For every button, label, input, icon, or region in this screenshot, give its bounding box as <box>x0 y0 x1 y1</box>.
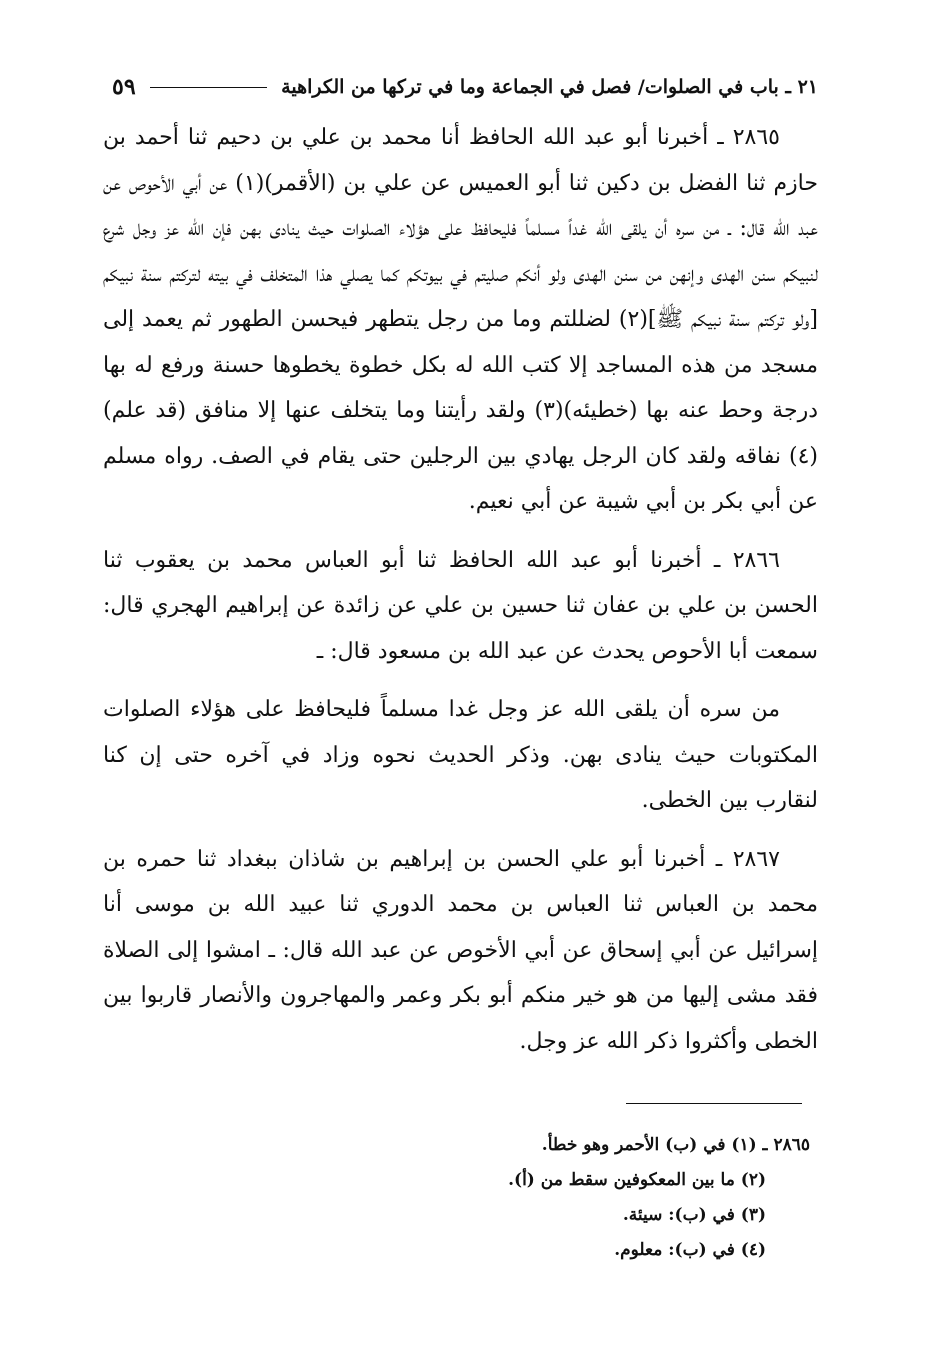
footnote-1: ٢٨٦٥ ـ (١) في (ب) الأحمر وهو خطأ. <box>541 1135 810 1155</box>
running-header <box>112 70 818 104</box>
hadith-2866-text: من سره أن يلقى الله عز وجل غدا مسلماً فليحافظ على هؤلاء الصلوات المكتوبات حيث ينادى بهن. وذكر الحديث نحوه وزاد في آخره حتى إن كنا لنقارب بين الخطى. <box>103 697 818 813</box>
main-text <box>103 115 818 1064</box>
chapter-title: ٢١ ـ باب في الصلوات/ فصل في الجماعة وما في تركها من الكراهية <box>281 76 818 98</box>
footnote-separator <box>626 1103 802 1104</box>
footnote-2: (٢) ما بين المعكوفين سقط من (أ). <box>508 1170 766 1190</box>
header-rule <box>150 87 268 88</box>
hadith-2867: ٢٨٦٧ ـ أخبرنا أبو علي الحسن بن إبراهيم بن شاذان ببغداد ثنا حمره بن محمد بن العباس ثنا العباس بن محمد الدوري ثنا عبيد الله بن موسى أنا إسرائيل عن أبي إسحاق عن أبي الأخوص عن عبد الله قال: ـ امشوا إلى الصلاة فقد مشى إليها من هو خير منكم أبو بكر وعمر والمهاجرون والأنصار قاربوا بين الخطى وأكثروا ذكر الله عز وجل. <box>103 846 818 1054</box>
page-number: ٥٩ <box>112 74 136 100</box>
footnote-3: (٣) في (ب): سيئة. <box>622 1205 766 1225</box>
footnote-4: (٤) في (ب): معلوم. <box>614 1240 766 1260</box>
hadith-2865: ٢٨٦٥ ـ أخبرنا أبو عبد الله الحافظ أنا محمد بن علي بن دحيم ثنا أحمد بن حازم ثنا الفضل بن دكين ثنا أبو العميس عن علي بن (الأقمر)(١) عن أبي الأحوص عن عبد الله قال: ـ من سره أن يلقى الله غداً مسلماً فليحافظ على هؤلاء الصلوات حيث ينادى بهن فإن الله عز وجل شرع لنبيكم سنن الهدى وإنهن من سنن الهدى ولو أنكم صليتم في بيوتكم كما يصلي هذا المتخلف في بيته لتركتم سنة نبيكم [ولو تركتم سنة نبيكم ﷺ](٢) لضللتم وما من رجل يتطهر فيحسن الطهور ثم يعمد إلى مسجد من هذه المساجد إلا كتب الله له بكل خطوة يخطوها حسنة ورفع له بها درجة وحط عنه بها (خطيئه)(٣) ولقد رأيتنا وما يتخلف عنها إلا منافق (قد علم)(٤) نفاقه ولقد كان الرجل يهادي بين الرجلين حتى يقام في الصف. رواه مسلم عن أبي بكر بن أبي شيبة عن أبي نعيم. <box>103 125 818 514</box>
footnotes <box>300 1128 810 1268</box>
hadith-2866: ٢٨٦٦ ـ أخبرنا أبو عبد الله الحافظ ثنا أبو العباس محمد بن يعقوب ثنا الحسن بن علي بن عفان ثنا حسين بن علي عن زائدة عن إبراهيم الهجري قال: سمعت أبا الأحوص يحدث عن عبد الله بن مسعود قال: ـ <box>103 547 818 664</box>
